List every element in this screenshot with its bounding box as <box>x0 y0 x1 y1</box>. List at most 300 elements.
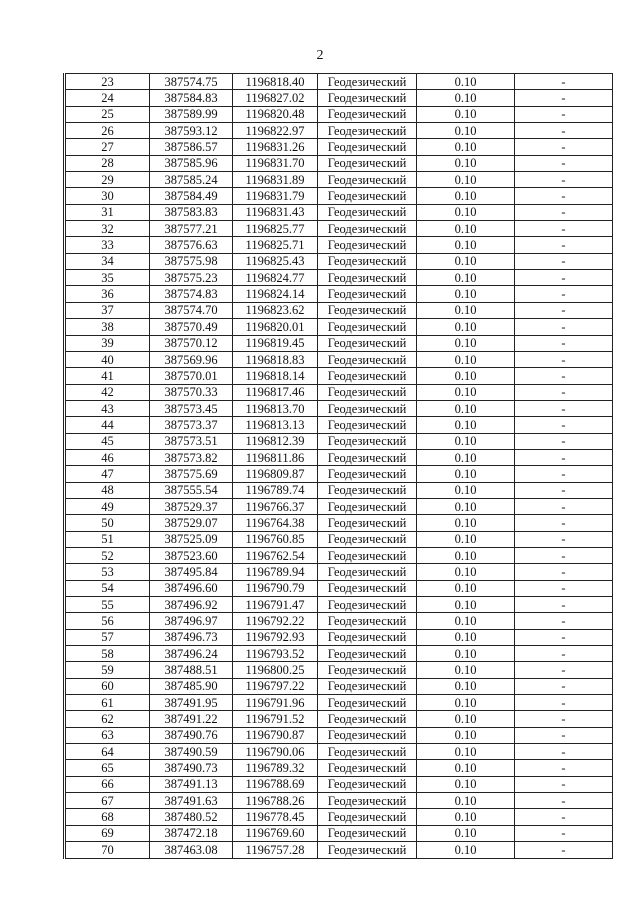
note-cell: - <box>515 74 613 90</box>
y-coordinate-cell: 1196769.60 <box>233 825 318 841</box>
x-coordinate-cell: 387583.83 <box>150 204 233 220</box>
table-row <box>65 449 613 465</box>
note-cell: - <box>515 744 613 760</box>
y-coordinate-cell: 1196792.93 <box>233 629 318 645</box>
accuracy-cell: 0.10 <box>417 270 515 286</box>
table-row <box>65 597 613 613</box>
table-row <box>65 695 613 711</box>
method-cell: Геодезический <box>318 646 417 662</box>
accuracy-cell: 0.10 <box>417 695 515 711</box>
table-row <box>65 466 613 482</box>
method-cell: Геодезический <box>318 188 417 204</box>
method-cell: Геодезический <box>318 368 417 384</box>
point-number-cell: 70 <box>65 842 150 858</box>
y-coordinate-cell: 1196831.89 <box>233 172 318 188</box>
accuracy-cell: 0.10 <box>417 172 515 188</box>
accuracy-cell: 0.10 <box>417 433 515 449</box>
point-number-cell: 27 <box>65 139 150 155</box>
method-cell: Геодезический <box>318 825 417 841</box>
note-cell: - <box>515 564 613 580</box>
accuracy-cell: 0.10 <box>417 760 515 776</box>
accuracy-cell: 0.10 <box>417 825 515 841</box>
x-coordinate-cell: 387576.63 <box>150 237 233 253</box>
table-row <box>65 580 613 596</box>
table-row <box>65 351 613 367</box>
point-number-cell: 59 <box>65 662 150 678</box>
accuracy-cell: 0.10 <box>417 613 515 629</box>
note-cell: - <box>515 727 613 743</box>
table-row <box>65 106 613 122</box>
y-coordinate-cell: 1196817.46 <box>233 384 318 400</box>
point-number-cell: 33 <box>65 237 150 253</box>
y-coordinate-cell: 1196791.96 <box>233 695 318 711</box>
y-coordinate-cell: 1196778.45 <box>233 809 318 825</box>
note-cell: - <box>515 417 613 433</box>
x-coordinate-cell: 387525.09 <box>150 531 233 547</box>
table-row <box>65 368 613 384</box>
y-coordinate-cell: 1196818.83 <box>233 351 318 367</box>
x-coordinate-cell: 387585.24 <box>150 172 233 188</box>
y-coordinate-cell: 1196827.02 <box>233 90 318 106</box>
note-cell: - <box>515 793 613 809</box>
table-row <box>65 842 613 858</box>
method-cell: Геодезический <box>318 90 417 106</box>
x-coordinate-cell: 387573.37 <box>150 417 233 433</box>
point-number-cell: 46 <box>65 449 150 465</box>
table-row <box>65 678 613 694</box>
point-number-cell: 64 <box>65 744 150 760</box>
y-coordinate-cell: 1196818.40 <box>233 74 318 90</box>
method-cell: Геодезический <box>318 172 417 188</box>
y-coordinate-cell: 1196813.70 <box>233 400 318 416</box>
accuracy-cell: 0.10 <box>417 531 515 547</box>
note-cell: - <box>515 139 613 155</box>
method-cell: Геодезический <box>318 776 417 792</box>
table-row <box>65 629 613 645</box>
note-cell: - <box>515 662 613 678</box>
y-coordinate-cell: 1196760.85 <box>233 531 318 547</box>
note-cell: - <box>515 433 613 449</box>
method-cell: Геодезический <box>318 498 417 514</box>
note-cell: - <box>515 515 613 531</box>
method-cell: Геодезический <box>318 449 417 465</box>
y-coordinate-cell: 1196800.25 <box>233 662 318 678</box>
point-number-cell: 55 <box>65 597 150 613</box>
point-number-cell: 62 <box>65 711 150 727</box>
x-coordinate-cell: 387491.95 <box>150 695 233 711</box>
y-coordinate-cell: 1196790.79 <box>233 580 318 596</box>
point-number-cell: 65 <box>65 760 150 776</box>
method-cell: Геодезический <box>318 662 417 678</box>
table-row <box>65 547 613 563</box>
y-coordinate-cell: 1196797.22 <box>233 678 318 694</box>
note-cell: - <box>515 646 613 662</box>
x-coordinate-cell: 387472.18 <box>150 825 233 841</box>
y-coordinate-cell: 1196825.77 <box>233 221 318 237</box>
table-row <box>65 400 613 416</box>
table-row <box>65 302 613 318</box>
y-coordinate-cell: 1196818.14 <box>233 368 318 384</box>
method-cell: Геодезический <box>318 286 417 302</box>
note-cell: - <box>515 466 613 482</box>
accuracy-cell: 0.10 <box>417 384 515 400</box>
point-number-cell: 36 <box>65 286 150 302</box>
method-cell: Геодезический <box>318 515 417 531</box>
note-cell: - <box>515 842 613 858</box>
note-cell: - <box>515 629 613 645</box>
note-cell: - <box>515 155 613 171</box>
x-coordinate-cell: 387585.96 <box>150 155 233 171</box>
accuracy-cell: 0.10 <box>417 106 515 122</box>
accuracy-cell: 0.10 <box>417 90 515 106</box>
y-coordinate-cell: 1196825.71 <box>233 237 318 253</box>
y-coordinate-cell: 1196788.69 <box>233 776 318 792</box>
method-cell: Геодезический <box>318 221 417 237</box>
accuracy-cell: 0.10 <box>417 449 515 465</box>
x-coordinate-cell: 387586.57 <box>150 139 233 155</box>
table-row <box>65 646 613 662</box>
x-coordinate-cell: 387496.92 <box>150 597 233 613</box>
accuracy-cell: 0.10 <box>417 351 515 367</box>
y-coordinate-cell: 1196820.01 <box>233 319 318 335</box>
y-coordinate-cell: 1196824.77 <box>233 270 318 286</box>
point-number-cell: 53 <box>65 564 150 580</box>
table-row <box>65 531 613 547</box>
point-number-cell: 29 <box>65 172 150 188</box>
table-row <box>65 286 613 302</box>
x-coordinate-cell: 387491.63 <box>150 793 233 809</box>
point-number-cell: 43 <box>65 400 150 416</box>
table-row <box>65 319 613 335</box>
method-cell: Геодезический <box>318 237 417 253</box>
note-cell: - <box>515 302 613 318</box>
y-coordinate-cell: 1196790.06 <box>233 744 318 760</box>
y-coordinate-cell: 1196809.87 <box>233 466 318 482</box>
y-coordinate-cell: 1196792.22 <box>233 613 318 629</box>
note-cell: - <box>515 531 613 547</box>
point-number-cell: 60 <box>65 678 150 694</box>
x-coordinate-cell: 387574.70 <box>150 302 233 318</box>
x-coordinate-cell: 387496.73 <box>150 629 233 645</box>
x-coordinate-cell: 387529.07 <box>150 515 233 531</box>
y-coordinate-cell: 1196824.14 <box>233 286 318 302</box>
table-row <box>65 204 613 220</box>
accuracy-cell: 0.10 <box>417 727 515 743</box>
method-cell: Геодезический <box>318 417 417 433</box>
table-row <box>65 760 613 776</box>
point-number-cell: 41 <box>65 368 150 384</box>
point-number-cell: 23 <box>65 74 150 90</box>
method-cell: Геодезический <box>318 335 417 351</box>
accuracy-cell: 0.10 <box>417 302 515 318</box>
note-cell: - <box>515 678 613 694</box>
method-cell: Геодезический <box>318 482 417 498</box>
table-row <box>65 711 613 727</box>
x-coordinate-cell: 387495.84 <box>150 564 233 580</box>
accuracy-cell: 0.10 <box>417 123 515 139</box>
point-number-cell: 61 <box>65 695 150 711</box>
method-cell: Геодезический <box>318 433 417 449</box>
note-cell: - <box>515 270 613 286</box>
note-cell: - <box>515 809 613 825</box>
method-cell: Геодезический <box>318 139 417 155</box>
point-number-cell: 67 <box>65 793 150 809</box>
accuracy-cell: 0.10 <box>417 793 515 809</box>
note-cell: - <box>515 188 613 204</box>
accuracy-cell: 0.10 <box>417 204 515 220</box>
note-cell: - <box>515 90 613 106</box>
x-coordinate-cell: 387496.24 <box>150 646 233 662</box>
method-cell: Геодезический <box>318 727 417 743</box>
accuracy-cell: 0.10 <box>417 74 515 90</box>
x-coordinate-cell: 387496.97 <box>150 613 233 629</box>
point-number-cell: 66 <box>65 776 150 792</box>
point-number-cell: 26 <box>65 123 150 139</box>
accuracy-cell: 0.10 <box>417 809 515 825</box>
note-cell: - <box>515 123 613 139</box>
note-cell: - <box>515 368 613 384</box>
method-cell: Геодезический <box>318 400 417 416</box>
x-coordinate-cell: 387523.60 <box>150 547 233 563</box>
accuracy-cell: 0.10 <box>417 744 515 760</box>
y-coordinate-cell: 1196811.86 <box>233 449 318 465</box>
table-row <box>65 155 613 171</box>
y-coordinate-cell: 1196764.38 <box>233 515 318 531</box>
note-cell: - <box>515 711 613 727</box>
table-row <box>65 515 613 531</box>
x-coordinate-cell: 387570.01 <box>150 368 233 384</box>
x-coordinate-cell: 387569.96 <box>150 351 233 367</box>
method-cell: Геодезический <box>318 842 417 858</box>
method-cell: Геодезический <box>318 204 417 220</box>
method-cell: Геодезический <box>318 466 417 482</box>
method-cell: Геодезический <box>318 744 417 760</box>
table-row <box>65 221 613 237</box>
x-coordinate-cell: 387574.83 <box>150 286 233 302</box>
y-coordinate-cell: 1196813.13 <box>233 417 318 433</box>
x-coordinate-cell: 387488.51 <box>150 662 233 678</box>
table-row <box>65 74 613 90</box>
point-number-cell: 49 <box>65 498 150 514</box>
point-number-cell: 38 <box>65 319 150 335</box>
accuracy-cell: 0.10 <box>417 547 515 563</box>
note-cell: - <box>515 695 613 711</box>
note-cell: - <box>515 172 613 188</box>
accuracy-cell: 0.10 <box>417 662 515 678</box>
y-coordinate-cell: 1196825.43 <box>233 253 318 269</box>
point-number-cell: 37 <box>65 302 150 318</box>
x-coordinate-cell: 387490.59 <box>150 744 233 760</box>
accuracy-cell: 0.10 <box>417 678 515 694</box>
note-cell: - <box>515 613 613 629</box>
table-row <box>65 662 613 678</box>
method-cell: Геодезический <box>318 809 417 825</box>
accuracy-cell: 0.10 <box>417 188 515 204</box>
x-coordinate-cell: 387480.52 <box>150 809 233 825</box>
accuracy-cell: 0.10 <box>417 286 515 302</box>
note-cell: - <box>515 286 613 302</box>
accuracy-cell: 0.10 <box>417 237 515 253</box>
table-row <box>65 270 613 286</box>
point-number-cell: 54 <box>65 580 150 596</box>
method-cell: Геодезический <box>318 678 417 694</box>
point-number-cell: 69 <box>65 825 150 841</box>
page-number: 2 <box>316 48 324 63</box>
method-cell: Геодезический <box>318 613 417 629</box>
note-cell: - <box>515 319 613 335</box>
x-coordinate-cell: 387491.13 <box>150 776 233 792</box>
point-number-cell: 50 <box>65 515 150 531</box>
y-coordinate-cell: 1196812.39 <box>233 433 318 449</box>
table-row <box>65 253 613 269</box>
method-cell: Геодезический <box>318 695 417 711</box>
y-coordinate-cell: 1196831.79 <box>233 188 318 204</box>
x-coordinate-cell: 387491.22 <box>150 711 233 727</box>
accuracy-cell: 0.10 <box>417 319 515 335</box>
table-row <box>65 384 613 400</box>
x-coordinate-cell: 387584.83 <box>150 90 233 106</box>
point-number-cell: 58 <box>65 646 150 662</box>
point-number-cell: 34 <box>65 253 150 269</box>
x-coordinate-cell: 387573.45 <box>150 400 233 416</box>
accuracy-cell: 0.10 <box>417 580 515 596</box>
method-cell: Геодезический <box>318 106 417 122</box>
y-coordinate-cell: 1196790.87 <box>233 727 318 743</box>
table-row <box>65 564 613 580</box>
note-cell: - <box>515 237 613 253</box>
method-cell: Геодезический <box>318 123 417 139</box>
point-number-cell: 51 <box>65 531 150 547</box>
x-coordinate-cell: 387485.90 <box>150 678 233 694</box>
note-cell: - <box>515 776 613 792</box>
method-cell: Геодезический <box>318 302 417 318</box>
note-cell: - <box>515 335 613 351</box>
point-number-cell: 44 <box>65 417 150 433</box>
note-cell: - <box>515 384 613 400</box>
accuracy-cell: 0.10 <box>417 139 515 155</box>
y-coordinate-cell: 1196788.26 <box>233 793 318 809</box>
table-row <box>65 139 613 155</box>
table-row <box>65 744 613 760</box>
point-number-cell: 52 <box>65 547 150 563</box>
point-number-cell: 48 <box>65 482 150 498</box>
point-number-cell: 28 <box>65 155 150 171</box>
table-row <box>65 417 613 433</box>
y-coordinate-cell: 1196793.52 <box>233 646 318 662</box>
x-coordinate-cell: 387570.33 <box>150 384 233 400</box>
method-cell: Геодезический <box>318 564 417 580</box>
note-cell: - <box>515 204 613 220</box>
method-cell: Геодезический <box>318 597 417 613</box>
accuracy-cell: 0.10 <box>417 417 515 433</box>
method-cell: Геодезический <box>318 74 417 90</box>
table-row <box>65 90 613 106</box>
note-cell: - <box>515 760 613 776</box>
table-row <box>65 172 613 188</box>
point-number-cell: 42 <box>65 384 150 400</box>
table-row <box>65 498 613 514</box>
note-cell: - <box>515 580 613 596</box>
accuracy-cell: 0.10 <box>417 335 515 351</box>
x-coordinate-cell: 387574.75 <box>150 74 233 90</box>
table-row <box>65 776 613 792</box>
point-number-cell: 63 <box>65 727 150 743</box>
x-coordinate-cell: 387570.12 <box>150 335 233 351</box>
y-coordinate-cell: 1196766.37 <box>233 498 318 514</box>
method-cell: Геодезический <box>318 319 417 335</box>
x-coordinate-cell: 387570.49 <box>150 319 233 335</box>
x-coordinate-cell: 387555.54 <box>150 482 233 498</box>
y-coordinate-cell: 1196831.26 <box>233 139 318 155</box>
table-row <box>65 123 613 139</box>
y-coordinate-cell: 1196831.70 <box>233 155 318 171</box>
note-cell: - <box>515 547 613 563</box>
point-number-cell: 56 <box>65 613 150 629</box>
note-cell: - <box>515 498 613 514</box>
note-cell: - <box>515 253 613 269</box>
x-coordinate-cell: 387573.82 <box>150 449 233 465</box>
accuracy-cell: 0.10 <box>417 498 515 514</box>
accuracy-cell: 0.10 <box>417 466 515 482</box>
x-coordinate-cell: 387593.12 <box>150 123 233 139</box>
y-coordinate-cell: 1196791.47 <box>233 597 318 613</box>
point-number-cell: 57 <box>65 629 150 645</box>
point-number-cell: 30 <box>65 188 150 204</box>
point-number-cell: 25 <box>65 106 150 122</box>
table-row <box>65 793 613 809</box>
note-cell: - <box>515 351 613 367</box>
method-cell: Геодезический <box>318 547 417 563</box>
note-cell: - <box>515 449 613 465</box>
x-coordinate-cell: 387496.60 <box>150 580 233 596</box>
method-cell: Геодезический <box>318 629 417 645</box>
x-coordinate-cell: 387529.37 <box>150 498 233 514</box>
y-coordinate-cell: 1196789.94 <box>233 564 318 580</box>
x-coordinate-cell: 387584.49 <box>150 188 233 204</box>
accuracy-cell: 0.10 <box>417 515 515 531</box>
point-number-cell: 47 <box>65 466 150 482</box>
x-coordinate-cell: 387575.69 <box>150 466 233 482</box>
method-cell: Геодезический <box>318 384 417 400</box>
method-cell: Геодезический <box>318 155 417 171</box>
method-cell: Геодезический <box>318 760 417 776</box>
accuracy-cell: 0.10 <box>417 711 515 727</box>
accuracy-cell: 0.10 <box>417 155 515 171</box>
y-coordinate-cell: 1196789.32 <box>233 760 318 776</box>
x-coordinate-cell: 387575.23 <box>150 270 233 286</box>
accuracy-cell: 0.10 <box>417 221 515 237</box>
point-number-cell: 68 <box>65 809 150 825</box>
method-cell: Геодезический <box>318 351 417 367</box>
table-row <box>65 613 613 629</box>
point-number-cell: 40 <box>65 351 150 367</box>
x-coordinate-cell: 387490.76 <box>150 727 233 743</box>
accuracy-cell: 0.10 <box>417 597 515 613</box>
point-number-cell: 45 <box>65 433 150 449</box>
method-cell: Геодезический <box>318 711 417 727</box>
y-coordinate-cell: 1196831.43 <box>233 204 318 220</box>
method-cell: Геодезический <box>318 270 417 286</box>
table-row <box>65 188 613 204</box>
table-row <box>65 809 613 825</box>
x-coordinate-cell: 387490.73 <box>150 760 233 776</box>
x-coordinate-cell: 387589.99 <box>150 106 233 122</box>
accuracy-cell: 0.10 <box>417 368 515 384</box>
table-row <box>65 825 613 841</box>
point-number-cell: 31 <box>65 204 150 220</box>
y-coordinate-cell: 1196791.52 <box>233 711 318 727</box>
method-cell: Геодезический <box>318 793 417 809</box>
